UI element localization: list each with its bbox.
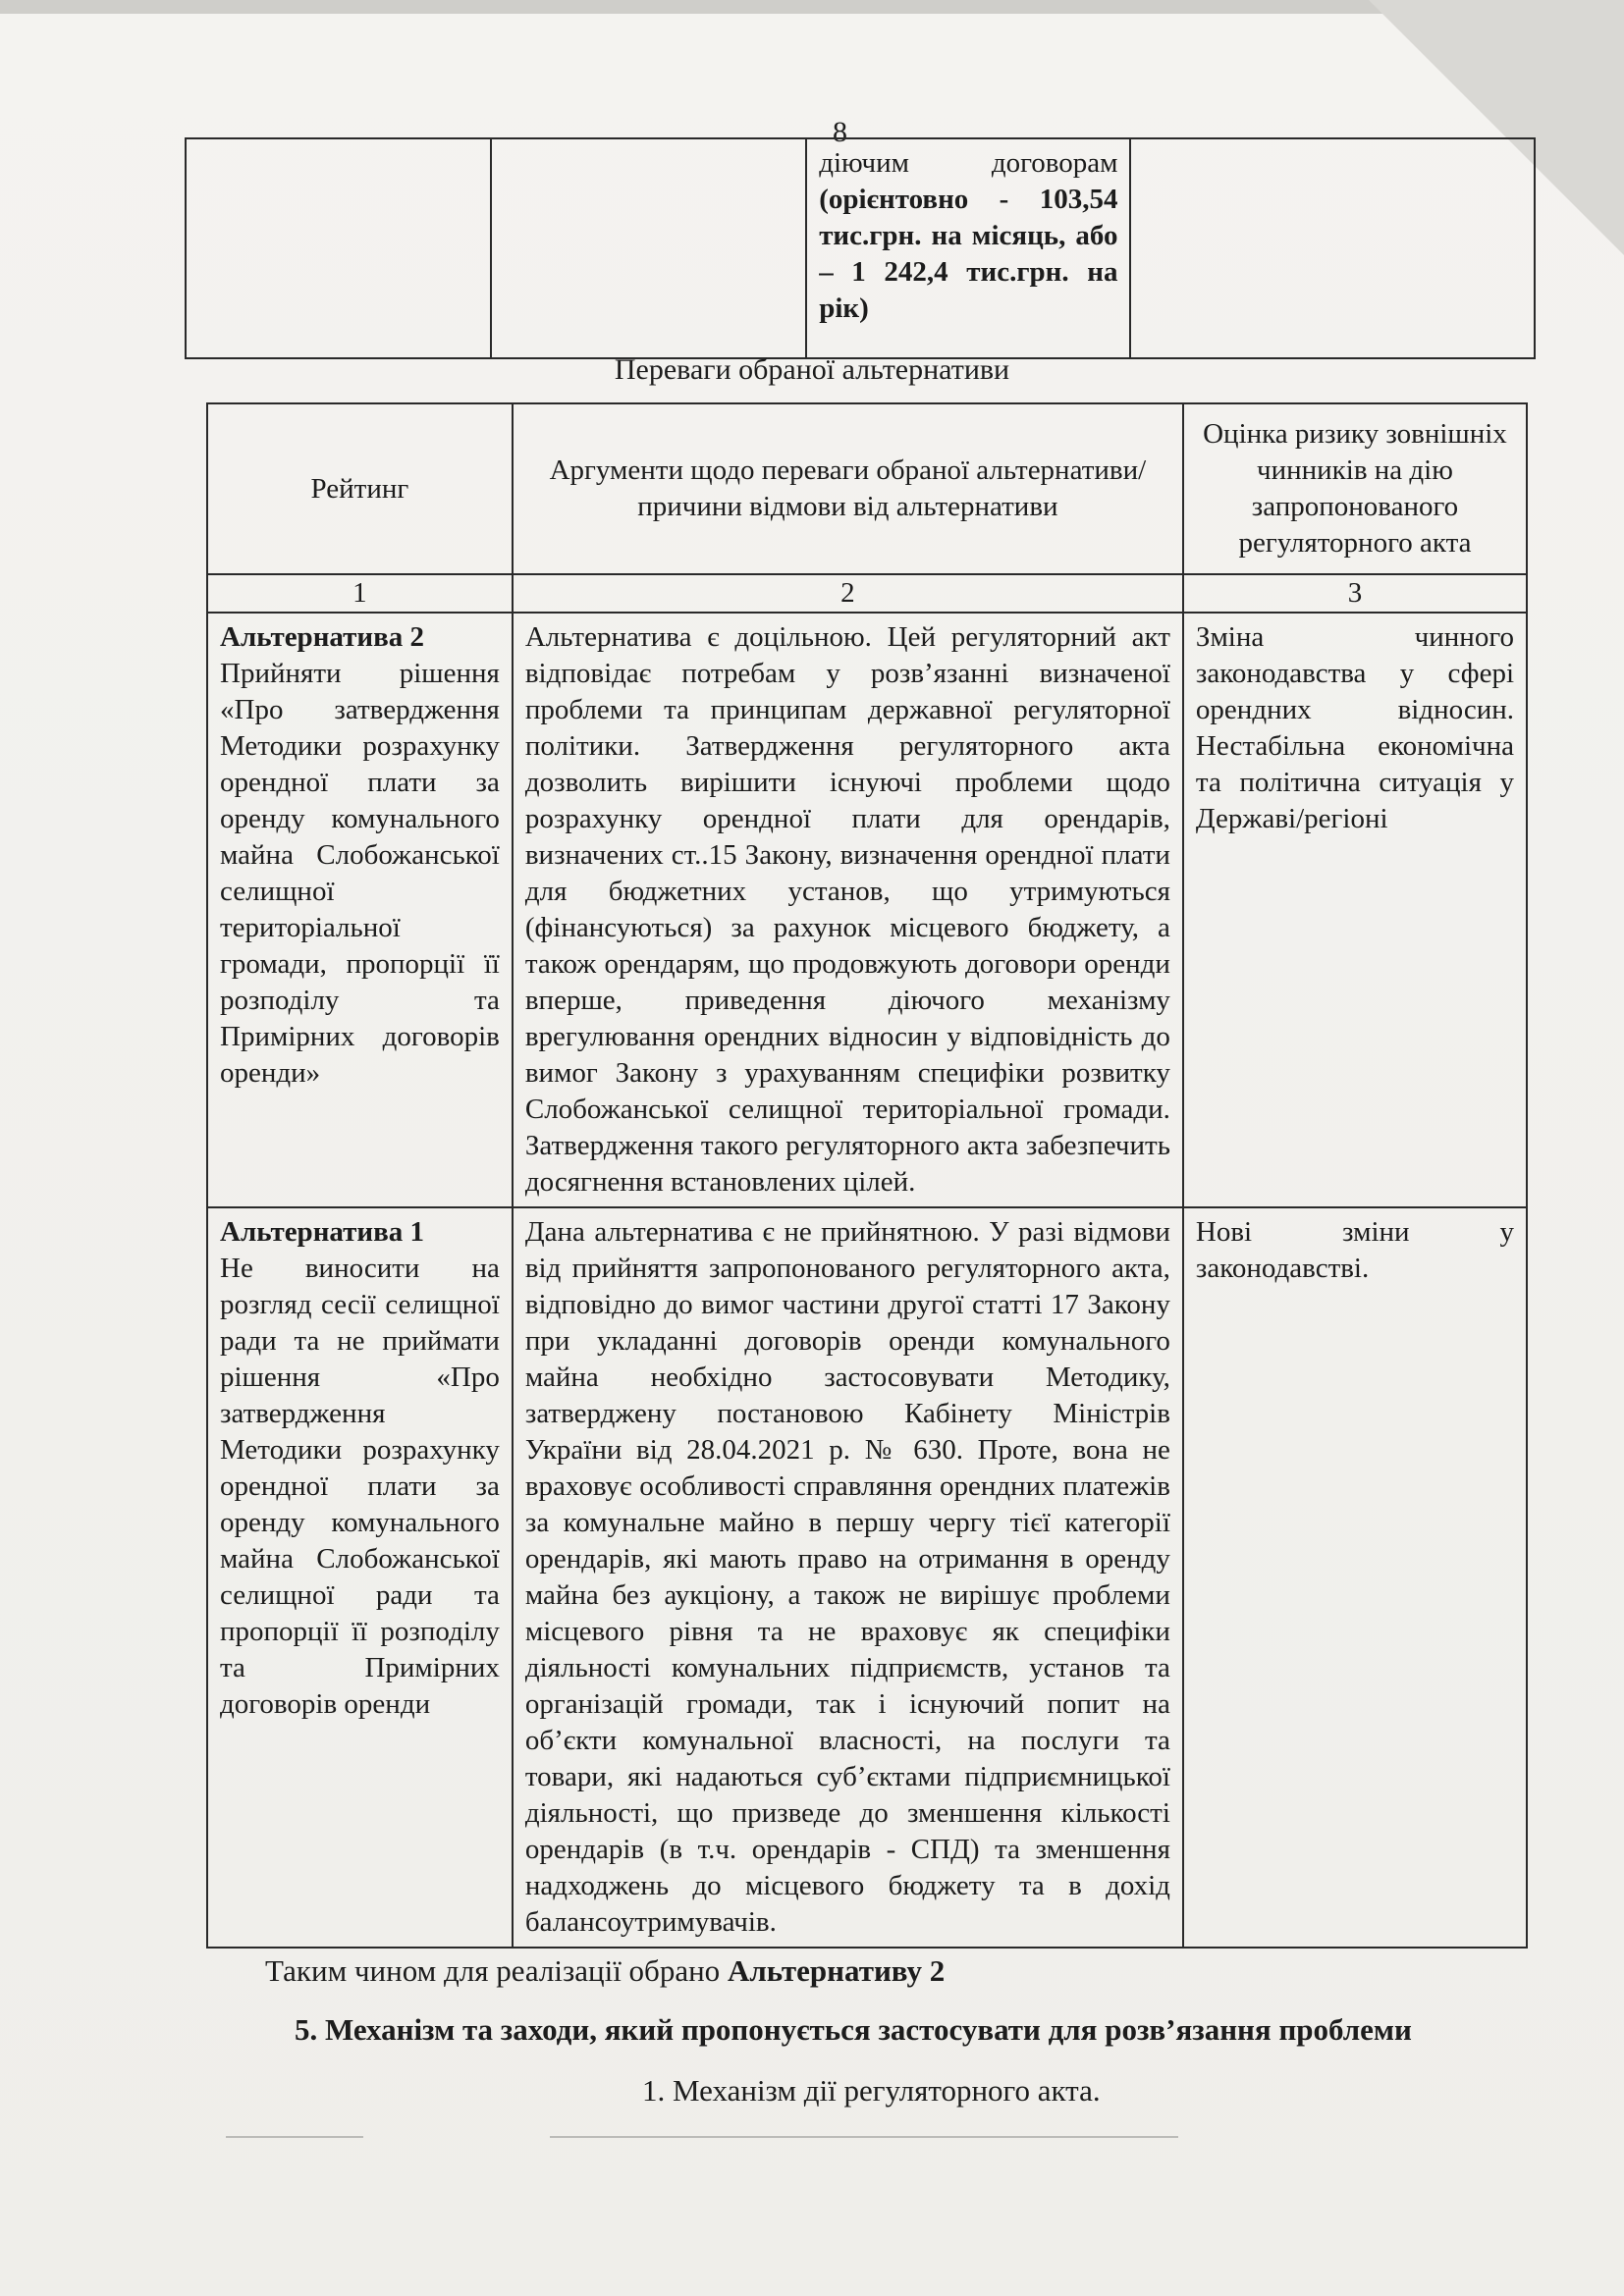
cell-text-bold: (орієнтовно - 103,54 тис.грн. на місяць, або – 1 242,4 тис.грн. на рік) xyxy=(819,184,1118,324)
column-number-row xyxy=(207,574,1527,613)
argument-cell xyxy=(513,1207,1183,1948)
advantages-heading: Переваги обраної альтернативи xyxy=(614,353,1010,386)
table-header-row xyxy=(207,403,1527,574)
column-header: Аргументи щодо переваги обраної альтернативи/причини відмови від альтернативи xyxy=(513,403,1183,574)
table-row xyxy=(186,138,1535,358)
rating-cell xyxy=(207,613,513,1207)
conclusion-prefix: Таким чином для реалізації обрано xyxy=(265,1953,721,1988)
argument-cell xyxy=(513,613,1183,1207)
risk-text: Зміна чинного законодавства у сфері орендних відносин. Нестабільна економічна та політична ситуація у Державі/регіоні xyxy=(1195,621,1514,834)
advantages-table xyxy=(206,402,1528,1949)
conclusion-choice: Альтернативу 2 xyxy=(727,1953,946,1988)
risk-text: Нові зміни у законодавстві. xyxy=(1195,1216,1514,1284)
alternative-title: Альтернатива 2 xyxy=(220,621,425,653)
table-cell xyxy=(491,138,806,358)
sub-item-heading: 1. Механізм дії регуляторного акта. xyxy=(642,2073,1101,2108)
column-number: 1 xyxy=(207,574,513,613)
alternative-text: Прийняти рішення «Про затвердження Методики розрахунку орендної плати за оренду комунального майна Слобожанської селищної територіальної громади, пропорції її розподілу та Примірних договорів оренди» xyxy=(220,658,500,1089)
argument-text: Альтернатива є доцільною. Цей регуляторний акт відповідає потребам у розв’язанні визначеної проблеми та принципам державної регуляторної політики. Затвердження регуляторного акта дозволить вирішити існуючі проблеми щодо розрахунку орендної плати для орендарів, визначених ст..15 Закону, визначення орендної плати для бюджетних установ, що утримуються (фінансуються) за рахунок місцевого бюджету, а також орендарям, що продовжують договори оренди вперше, приведення діючого механізму врегулювання орендних відносин у відповідність до вимог Закону з урахуванням специфіки розвитку Слобожанської селищної територіальної громади. Затвердження такого регуляторного акта забезпечить досягнення встановлених цілей. xyxy=(524,621,1170,1198)
section-5-heading: 5. Механізм та заходи, який пропонується застосувати для розв’язання проблеми xyxy=(295,2012,1412,2047)
column-header: Оцінка ризику зовнішніх чинників на дію запропонованого регуляторного акта xyxy=(1183,403,1527,574)
column-header: Рейтинг xyxy=(207,403,513,574)
table-cell xyxy=(806,138,1130,358)
table-row xyxy=(207,613,1527,1207)
table-cell xyxy=(1130,138,1535,358)
alternative-title: Альтернатива 1 xyxy=(220,1216,425,1248)
column-number: 3 xyxy=(1183,574,1527,613)
rating-cell xyxy=(207,1207,513,1948)
table-row xyxy=(207,1207,1527,1948)
conclusion-line xyxy=(265,1953,945,1989)
alternative-text: Не виносити на розгляд сесії селищної ради та не приймати рішення «Про затвердження Методики розрахунку орендної плати за оренду комунального майна Слобожанської селищної ради та пропорції її розподілу та Примірних договорів оренди xyxy=(220,1253,500,1720)
column-number: 2 xyxy=(513,574,1183,613)
table-cell xyxy=(186,138,491,358)
risk-cell xyxy=(1183,1207,1527,1948)
continuation-table xyxy=(185,137,1536,359)
risk-cell xyxy=(1183,613,1527,1207)
page-number: 8 xyxy=(833,116,847,148)
scan-artifact-line xyxy=(226,2136,363,2138)
argument-text: Дана альтернатива є не прийнятною. У разі відмови від прийняття запропонованого регуляторного акта, відповідно до вимог частини другої статті 17 Закону при укладанні договорів оренди комунального майна необхідно застосовувати Методику, затверджену постановою Кабінету Міністрів України від 28.04.2021 р. № 630. Проте, вона не враховує особливості справляння орендних платежів за комунальне майно в першу чергу тієї категорії орендарів, які мають право на отримання в оренду майна без аукціону, а також не вирішує проблеми місцевого рівня та не враховує як специфіки діяльності комунальних підприємств, установ та організацій громади, так і існуючий попит на об’єкти комунальної власності, на послуги та товари, які надаються суб’єктами підприємницької діяльності, що призведе до зменшення кількості орендарів (в т.ч. орендарів - СПД) та зменшення надходжень до місцевого бюджету та в дохід балансоутримувачів. xyxy=(524,1216,1170,1938)
cell-text: діючим договорам xyxy=(819,147,1118,179)
scan-artifact-line xyxy=(550,2136,1178,2138)
